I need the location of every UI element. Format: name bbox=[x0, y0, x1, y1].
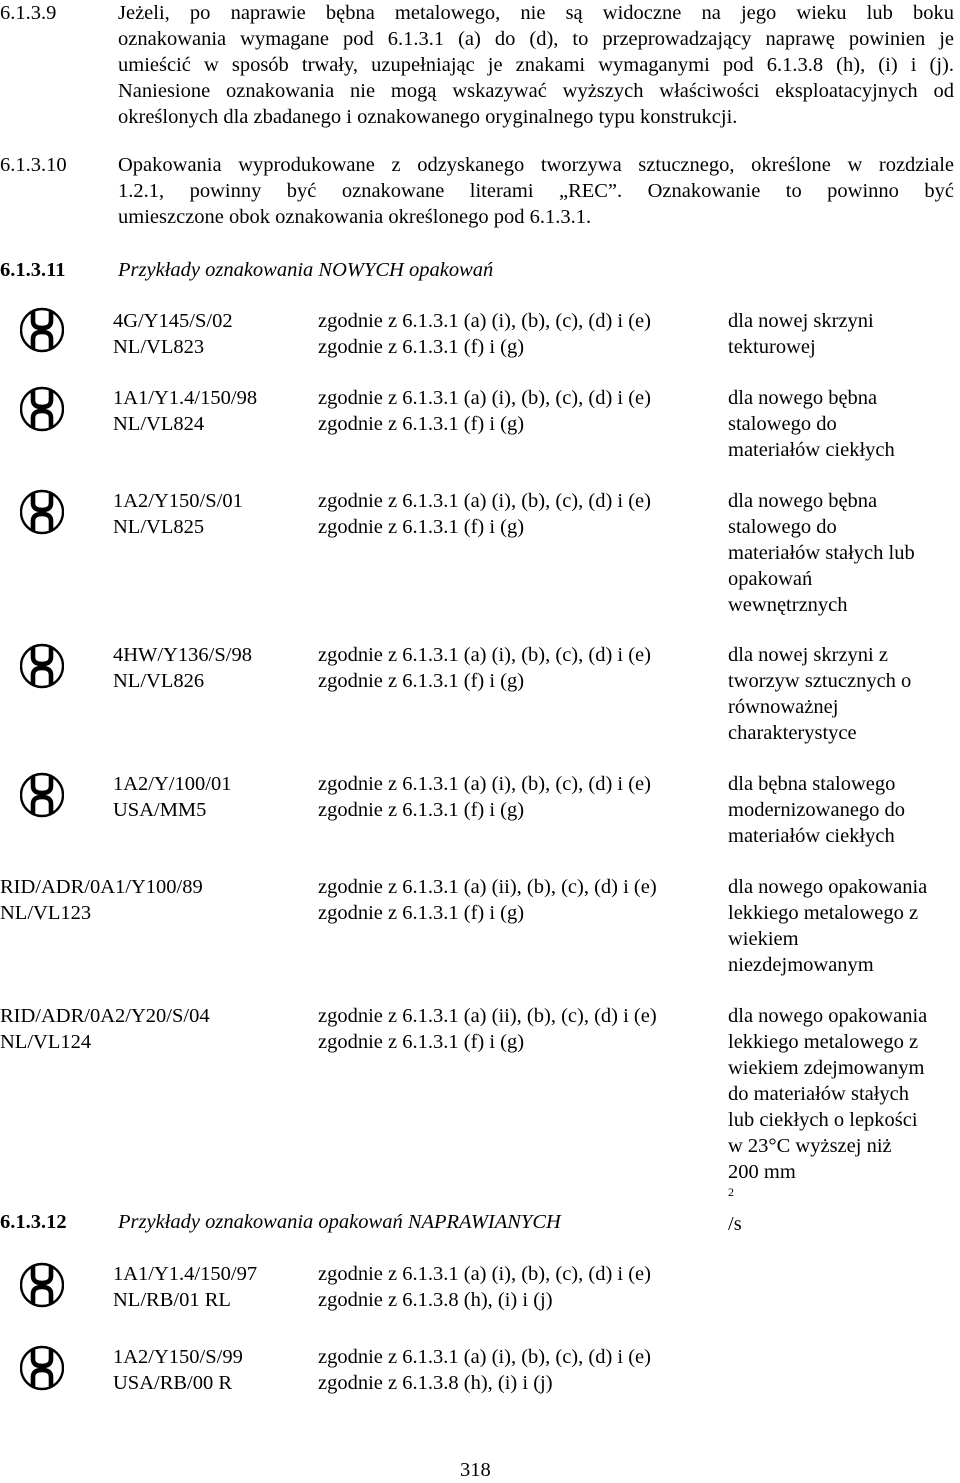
viscosity-unit-tail: /s bbox=[728, 1213, 742, 1235]
section-number-6-1-3-12: 6.1.3.12 bbox=[0, 1211, 67, 1233]
marking-reference bbox=[318, 488, 651, 540]
desc-line: niezdejmowanym bbox=[728, 954, 874, 976]
section-number-6-1-3-10: 6.1.3.10 bbox=[0, 154, 67, 176]
ref-line: zgodnie z 6.1.3.1 (a) (i), (b), (c), (d) i (e) bbox=[318, 490, 651, 512]
code-line: USA/RB/00 R bbox=[113, 1372, 233, 1394]
s9-line-2: oznakowania wymagane pod 6.1.3.1 (a) do (d), to przeprowadzający naprawę powinien je bbox=[118, 28, 954, 50]
desc-line: materiałów ciekłych bbox=[728, 825, 895, 847]
marking-reference bbox=[318, 1261, 651, 1313]
desc-line: w 23°C wyższej niż bbox=[728, 1135, 892, 1157]
ref-line: zgodnie z 6.1.3.1 (a) (i), (b), (c), (d) i (e) bbox=[318, 773, 651, 795]
code-line: 1A2/Y/100/01 bbox=[113, 773, 232, 795]
s9-line-5: określonych dla zbadanego i oznakowanego oryginalnego typu konstrukcji. bbox=[118, 106, 738, 128]
ref-line: zgodnie z 6.1.3.1 (f) i (g) bbox=[318, 670, 525, 692]
marking-description bbox=[728, 308, 874, 360]
ref-line: zgodnie z 6.1.3.1 (f) i (g) bbox=[318, 413, 525, 435]
desc-line-viscosity bbox=[728, 1159, 927, 1237]
ref-line: zgodnie z 6.1.3.1 (a) (i), (b), (c), (d) i (e) bbox=[318, 310, 651, 332]
s9-line-3: umieścić w sposób trwały, uzupełniając je znakami wymaganymi pod 6.1.3.8 (h), (i) i (j). bbox=[118, 54, 954, 76]
code-line: NL/VL825 bbox=[113, 516, 205, 538]
code-line: 4G/Y145/S/02 bbox=[113, 310, 233, 332]
desc-line: materiałów ciekłych bbox=[728, 439, 895, 461]
desc-line: dla nowego opakowania bbox=[728, 1005, 928, 1027]
code-line: 1A1/Y1.4/150/97 bbox=[113, 1263, 258, 1285]
marking-description bbox=[728, 642, 911, 746]
section-number-6-1-3-9: 6.1.3.9 bbox=[0, 2, 57, 24]
desc-line: materiałów stałych lub bbox=[728, 542, 915, 564]
ref-line: zgodnie z 6.1.3.1 (f) i (g) bbox=[318, 902, 525, 924]
un-packaging-symbol-icon bbox=[20, 637, 64, 695]
ref-line: zgodnie z 6.1.3.8 (h), (i) i (j) bbox=[318, 1372, 553, 1394]
marking-code bbox=[0, 874, 203, 926]
code-line: 1A2/Y150/S/99 bbox=[113, 1346, 243, 1368]
ref-line: zgodnie z 6.1.3.1 (a) (i), (b), (c), (d) i (e) bbox=[318, 387, 651, 409]
superscript: 2 bbox=[728, 1185, 734, 1199]
ref-line: zgodnie z 6.1.3.1 (a) (i), (b), (c), (d) i (e) bbox=[318, 1346, 651, 1368]
desc-line: lekkiego metalowego z bbox=[728, 902, 919, 924]
marking-reference bbox=[318, 1344, 651, 1396]
desc-line: dla nowej skrzyni z bbox=[728, 644, 888, 666]
marking-description bbox=[728, 488, 915, 618]
desc-line: dla nowej skrzyni bbox=[728, 310, 874, 332]
desc-line: charakterystyce bbox=[728, 722, 857, 744]
desc-line: stalowego do bbox=[728, 413, 837, 435]
s10-line-3: umieszczone obok oznakowania określonego pod 6.1.3.1. bbox=[118, 206, 592, 228]
desc-line: wiekiem zdejmowanym bbox=[728, 1057, 925, 1079]
ref-line: zgodnie z 6.1.3.8 (h), (i) i (j) bbox=[318, 1289, 553, 1311]
desc-line: dla nowego opakowania bbox=[728, 876, 928, 898]
viscosity-value: 200 mm bbox=[728, 1161, 796, 1183]
desc-line: wiekiem bbox=[728, 928, 799, 950]
desc-line: dla nowego bębna bbox=[728, 387, 878, 409]
code-line: NL/RB/01 RL bbox=[113, 1289, 231, 1311]
page-number: 318 bbox=[460, 1459, 491, 1481]
s9-line-1: Jeżeli, po naprawie bębna metalowego, nie są widoczne na jego wieku lub boku bbox=[118, 2, 954, 24]
marking-reference bbox=[318, 771, 651, 823]
marking-description bbox=[728, 874, 927, 978]
ref-line: zgodnie z 6.1.3.1 (f) i (g) bbox=[318, 336, 525, 358]
section-number-6-1-3-11: 6.1.3.11 bbox=[0, 259, 66, 281]
desc-line: tekturowej bbox=[728, 336, 816, 358]
un-packaging-symbol-icon bbox=[20, 301, 64, 359]
marking-code bbox=[113, 1261, 257, 1313]
desc-line: dla bębna stalowego bbox=[728, 773, 896, 795]
marking-code bbox=[113, 1344, 243, 1396]
s10-line-1: Opakowania wyprodukowane z odzyskanego tworzywa sztucznego, określone w rozdziale bbox=[118, 154, 954, 176]
section-6-1-3-12-title: Przykłady oznakowania opakowań NAPRAWIANYCH bbox=[118, 1211, 561, 1233]
marking-description bbox=[728, 771, 905, 849]
s9-line-4: Naniesione oznakowania nie mogą wskazywać wyższych właściwości eksploatacyjnych od bbox=[118, 80, 954, 102]
s10-line-2: 1.2.1, powinny być oznakowane literami „REC”. Oznakowanie to powinno być bbox=[118, 180, 954, 202]
code-line: RID/ADR/0A1/Y100/89 bbox=[0, 876, 203, 898]
desc-line: wewnętrznych bbox=[728, 594, 848, 616]
desc-line: opakowań bbox=[728, 568, 813, 590]
desc-line: stalowego do bbox=[728, 516, 837, 538]
marking-reference bbox=[318, 874, 657, 926]
ref-line: zgodnie z 6.1.3.1 (f) i (g) bbox=[318, 799, 525, 821]
ref-line: zgodnie z 6.1.3.1 (f) i (g) bbox=[318, 516, 525, 538]
marking-code bbox=[113, 385, 257, 437]
marking-code bbox=[113, 771, 231, 823]
un-packaging-symbol-icon bbox=[20, 380, 64, 438]
desc-line: dla nowego bębna bbox=[728, 490, 878, 512]
marking-code bbox=[113, 488, 243, 540]
marking-description bbox=[728, 385, 895, 463]
marking-reference bbox=[318, 1003, 657, 1055]
ref-line: zgodnie z 6.1.3.1 (a) (ii), (b), (c), (d) i (e) bbox=[318, 876, 657, 898]
code-line: USA/MM5 bbox=[113, 799, 207, 821]
un-packaging-symbol-icon bbox=[20, 766, 64, 824]
desc-line: lekkiego metalowego z bbox=[728, 1031, 919, 1053]
desc-line: modernizowanego do bbox=[728, 799, 906, 821]
code-line: NL/VL123 bbox=[0, 902, 92, 924]
marking-code bbox=[0, 1003, 210, 1055]
marking-code bbox=[113, 642, 252, 694]
marking-code bbox=[113, 308, 233, 360]
code-line: NL/VL824 bbox=[113, 413, 205, 435]
code-line: RID/ADR/0A2/Y20/S/04 bbox=[0, 1005, 210, 1027]
section-6-1-3-9-text bbox=[118, 0, 954, 130]
desc-line: tworzyw sztucznych o bbox=[728, 670, 912, 692]
ref-line: zgodnie z 6.1.3.1 (f) i (g) bbox=[318, 1031, 525, 1053]
code-line: 4HW/Y136/S/98 bbox=[113, 644, 252, 666]
marking-reference bbox=[318, 642, 651, 694]
ref-line: zgodnie z 6.1.3.1 (a) (ii), (b), (c), (d) i (e) bbox=[318, 1005, 657, 1027]
section-6-1-3-10-text bbox=[118, 152, 954, 230]
code-line: NL/VL823 bbox=[113, 336, 205, 358]
un-packaging-symbol-icon bbox=[20, 1339, 64, 1397]
code-line: 1A2/Y150/S/01 bbox=[113, 490, 243, 512]
code-line: NL/VL124 bbox=[0, 1031, 92, 1053]
code-line: 1A1/Y1.4/150/98 bbox=[113, 387, 258, 409]
marking-description bbox=[728, 1003, 927, 1237]
section-6-1-3-11-title: Przykłady oznakowania NOWYCH opakowań bbox=[118, 259, 494, 281]
ref-line: zgodnie z 6.1.3.1 (a) (i), (b), (c), (d) i (e) bbox=[318, 1263, 651, 1285]
un-packaging-symbol-icon bbox=[20, 1256, 64, 1314]
marking-reference bbox=[318, 308, 651, 360]
ref-line: zgodnie z 6.1.3.1 (a) (i), (b), (c), (d) i (e) bbox=[318, 644, 651, 666]
desc-line: równoważnej bbox=[728, 696, 839, 718]
desc-line: do materiałów stałych bbox=[728, 1083, 910, 1105]
desc-line: lub ciekłych o lepkości bbox=[728, 1109, 918, 1131]
un-packaging-symbol-icon bbox=[20, 483, 64, 541]
marking-reference bbox=[318, 385, 651, 437]
code-line: NL/VL826 bbox=[113, 670, 205, 692]
